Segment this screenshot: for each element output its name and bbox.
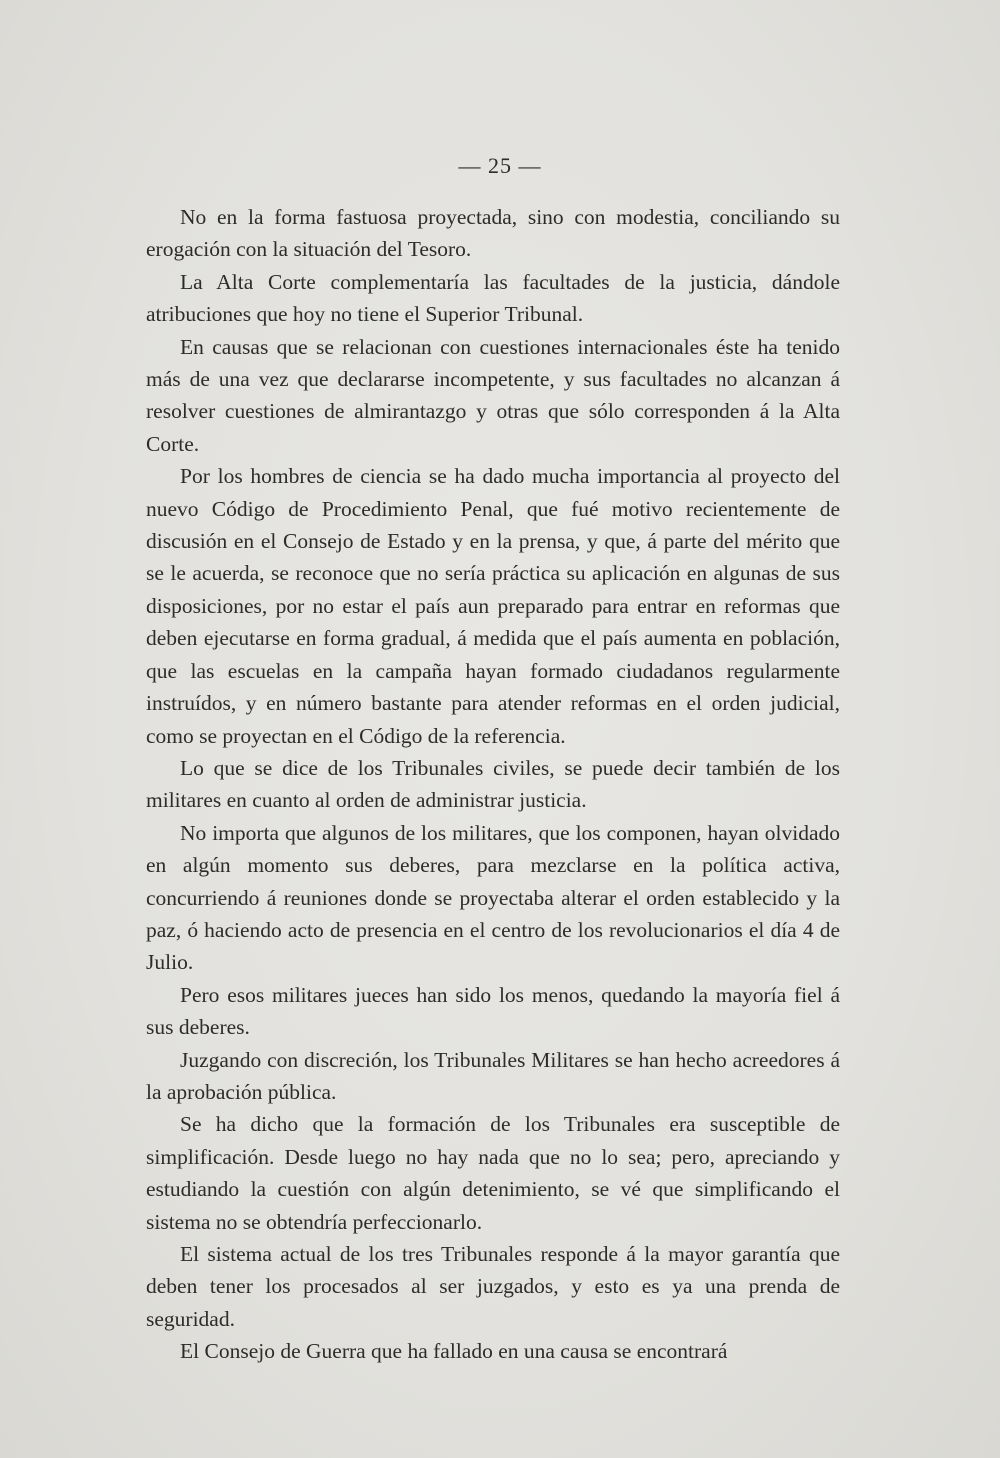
paragraph: El Consejo de Guerra que ha fallado en una causa se encontrará [180, 1339, 728, 1364]
paragraph: El sistema actual de los tres Tribunales responde á la mayor garantía que deben tener los procesados al ser juzgados, y esto es ya una prenda de seguridad. [146, 1242, 840, 1331]
page-number: — 25 — [458, 153, 542, 178]
paragraph: No en la forma fastuosa proyectada, sino con modestia, conciliando su erogación con la situación del Tesoro. [146, 205, 840, 262]
paragraph: Pero esos militares jueces han sido los menos, quedando la mayoría fiel á sus deberes. [146, 982, 840, 1040]
paragraph: No importa que algunos de los militares, que los componen, hayan olvidado en algún momento sus deberes, para mezclarse en la política activa, concurriendo á reuniones donde se proyectaba alterar el orden establecido y la paz, ó haciendo acto de presencia en el centro de los revolucionarios el día 4 de Julio. [146, 820, 840, 975]
paragraph: Juzgando con discreción, los Tribunales Militares se han hecho acreedores á la aprobación pública. [146, 1047, 840, 1104]
paragraph: En causas que se relacionan con cuestiones internacionales éste ha tenido más de una vez que declararse incompetente, y sus facultades no alcanzan á resolver cuestiones de almirantazgo y otras que sólo corresponden á la Alta Corte. [146, 334, 840, 456]
paragraph: La Alta Corte complementaría las facultades de la justicia, dándole atribuciones que hoy no tiene el Superior Tribunal. [146, 269, 840, 327]
paragraph: Se ha dicho que la formación de los Tribunales era susceptible de simplificación. Desde luego no hay nada que no lo sea; pero, apreciando y estudiando la cuestión con algún detenimiento, se vé que simplificando el sistema no se obtendría perfeccionarlo. [146, 1112, 840, 1234]
body-text [146, 201, 840, 1368]
paragraph: Lo que se dice de los Tribunales civiles, se puede decir también de los militares en cuanto al orden de administrar justicia. [146, 755, 840, 813]
paragraph: Por los hombres de ciencia se ha dado mucha importancia al proyecto del nuevo Código de Procedimiento Penal, que fué motivo recientemente de discusión en el Consejo de Estado y en la prensa, y que, á parte del mérito que se le acuerda, se reconoce que no sería práctica su aplicación en algunas de sus disposiciones, por no estar el país aun preparado para entrar en reformas que deben ejecutarse en forma gradual, á medida que el país aumenta en población, que las escuelas en la campaña hayan formado ciudadanos regularmente instruídos, y en número bastante para atender reformas en el orden judicial, como se proyectan en el Código de la referencia. [146, 464, 840, 748]
